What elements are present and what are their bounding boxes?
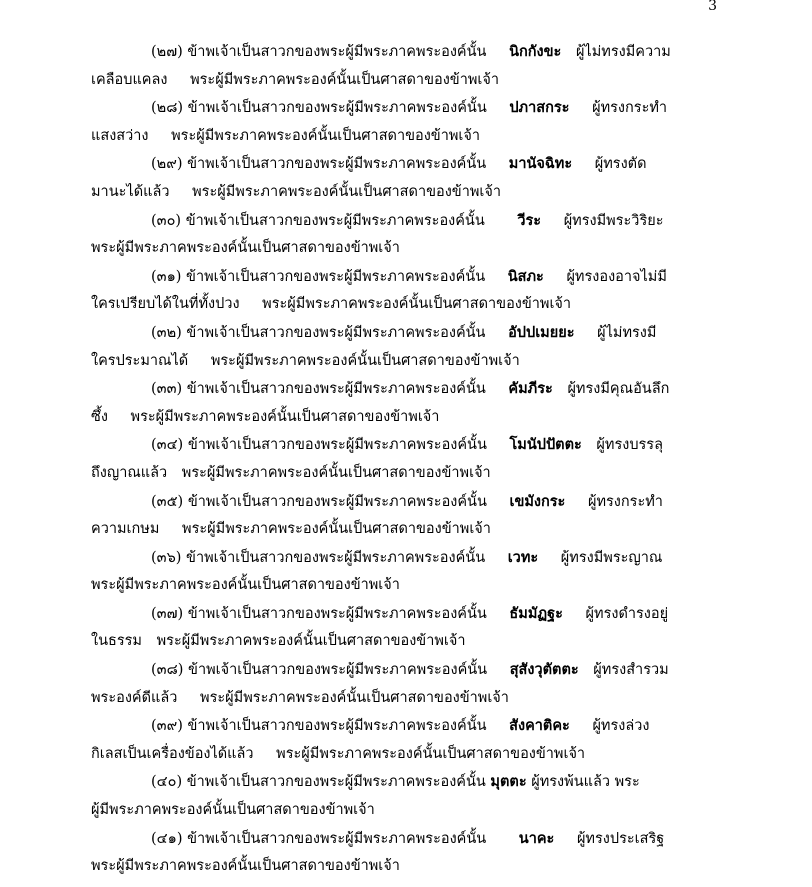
verse-31: [91, 263, 694, 319]
epithet-meaning-cont: มานะได้แล้ว: [91, 183, 170, 200]
verse-intro: ข้าพเจ้าเป็นสาวกของพระผู้มีพระภาคพระองค์นั้น: [186, 268, 486, 285]
verse-second-line: [91, 123, 694, 151]
epithet-meaning: ผู้ทรงกระทำ: [587, 493, 663, 510]
verse-outro: พระผู้มีพระภาคพระองค์นั้นเป็นศาสดาของข้าพเจ้า: [210, 352, 520, 369]
verse-intro: ข้าพเจ้าเป็นสาวกของพระผู้มีพระภาคพระองค์นั้น: [187, 437, 487, 454]
verse-28: [91, 94, 694, 150]
verse-outro: พระผู้มีพระภาคพระองค์นั้นเป็นศาสดาของข้าพเจ้า: [182, 521, 491, 538]
epithet-meaning-cont: ความเกษม: [91, 521, 160, 538]
epithet-meaning: ผู้ไม่ทรงมีความ: [575, 44, 671, 60]
verse-first-line: [91, 712, 694, 741]
verse-intro: ข้าพเจ้าเป็นสาวกของพระผู้มีพระภาคพระองค์นั้น: [187, 718, 487, 735]
verse-outro: พระผู้มีพระภาคพระองค์นั้นเป็นศาสดาของข้าพเจ้า: [156, 633, 466, 650]
buddha-epithet: นิสภะ: [507, 267, 544, 285]
verse-number: (๒๗): [151, 44, 183, 60]
epithet-meaning-cont: พระองค์ดีแล้ว: [91, 689, 178, 706]
epithet-meaning: ผู้ทรงองอาจไม่มี: [566, 268, 667, 285]
verse-30: [91, 207, 694, 263]
verse-intro: ข้าพเจ้าเป็นสาวกของพระผู้มีพระภาคพระองค์นั้น: [185, 212, 485, 229]
verse-intro: ข้าพเจ้าเป็นสาวกของพระผู้มีพระภาคพระองค์นั้น: [187, 493, 487, 510]
verse-first-line: [91, 600, 694, 629]
verse-number: (๓๖): [151, 549, 182, 566]
verse-second-line: [91, 291, 694, 319]
verse-first-line: [91, 94, 694, 123]
verse-first-line: [91, 656, 694, 685]
buddha-epithet: มานัจฉิทะ: [508, 155, 573, 173]
epithet-meaning-cont: แสงสว่าง: [91, 127, 149, 144]
verse-intro: ข้าพเจ้าเป็นสาวกของพระผู้มีพระภาคพระองค์นั้น: [188, 662, 488, 679]
epithet-meaning: ผู้ไม่ทรงมี: [597, 324, 657, 341]
epithet-meaning: ผู้ทรงสำรวม: [593, 662, 669, 679]
verse-second-line: [91, 67, 694, 95]
epithet-meaning: ผู้ทรงตัด: [594, 156, 647, 173]
verse-number: (๓๐): [151, 212, 182, 229]
epithet-meaning-cont: ในธรรม: [91, 633, 142, 650]
buddha-epithet: ธัมมัฏฐะ: [509, 604, 563, 622]
epithet-meaning: ผู้ทรงมีพระญาณ: [560, 549, 663, 566]
verse-number: (๓๑): [151, 268, 182, 285]
verse-number: (๒๘): [151, 100, 184, 117]
verse-number: (๓๔): [151, 437, 184, 454]
epithet-meaning: ผู้ทรงกระทำ: [592, 100, 668, 117]
epithet-meaning: ผู้ทรงดำรงอยู่: [585, 605, 669, 622]
verse-intro: ข้าพเจ้าเป็นสาวกของพระผู้มีพระภาคพระองค์นั้น: [187, 156, 487, 173]
epithet-meaning-cont: เคลือบแคลง: [91, 71, 168, 88]
verse-intro: ข้าพเจ้าเป็นสาวกของพระผู้มีพระภาคพระองค์นั้น: [187, 100, 487, 117]
verse-36: [91, 544, 694, 600]
buddha-epithet: วีระ: [517, 211, 542, 229]
buddha-epithet: สุสังวุตัตตะ: [509, 661, 579, 679]
verse-38: [91, 656, 694, 712]
verse-number: (๓๘): [151, 662, 184, 679]
buddha-epithet: โมนัปปัตตะ: [509, 436, 582, 454]
verse-second-line: [91, 179, 694, 207]
verse-33: [91, 375, 694, 431]
verse-41: [91, 825, 694, 881]
verse-outro: พระผู้มีพระภาคพระองค์นั้นเป็นศาสดาของข้าพเจ้า: [200, 689, 509, 706]
verse-second-line: [91, 404, 694, 432]
verse-outro: พระผู้มีพระภาคพระองค์นั้นเป็นศาสดาของข้าพเจ้า: [262, 296, 572, 313]
epithet-meaning: ผู้ทรงประเสริฐ: [576, 830, 665, 847]
verse-list: [91, 38, 694, 881]
verse-intro: ข้าพเจ้าเป็นสาวกของพระผู้มีพระภาคพระองค์นั้น: [186, 381, 486, 398]
verse-intro: ข้าพเจ้าเป็นสาวกของพระผู้มีพระภาคพระองค์นั้น: [186, 774, 486, 791]
verse-outro: พระผู้มีพระภาคพระองค์นั้นเป็นศาสดาของข้าพเจ้า: [130, 408, 440, 425]
verse-second-line: [91, 741, 694, 769]
verse-27: [91, 38, 694, 94]
buddha-epithet: เวทะ: [507, 548, 539, 566]
verse-first-line: [91, 544, 694, 573]
page-number: 3: [708, 0, 717, 14]
verse-first-line: [91, 825, 694, 854]
epithet-meaning: ผู้ทรงบรรลุ: [596, 437, 663, 454]
buddha-epithet: ปภาสกระ: [509, 99, 570, 117]
verse-outro: พระผู้มีพระภาคพระองค์นั้นเป็นศาสดาของข้าพเจ้า: [171, 127, 481, 144]
verse-39: [91, 712, 694, 768]
buddha-epithet: เขมังกระ: [509, 492, 566, 510]
verse-second-line: [91, 853, 694, 881]
verse-number: (๓๕): [151, 493, 184, 510]
verse-outro: พระผู้มีพระภาคพระองค์นั้นเป็นศาสดาของข้าพเจ้า: [91, 858, 400, 875]
epithet-meaning: ผู้ทรงพ้นแล้ว พระ: [531, 774, 640, 791]
buddha-epithet: สังคาติคะ: [509, 717, 570, 735]
epithet-meaning-cont: ใครประมาณได้: [91, 352, 189, 369]
verse-number: (๔๑): [151, 830, 183, 847]
verse-intro: ข้าพเจ้าเป็นสาวกของพระผู้มีพระภาคพระองค์นั้น: [186, 324, 486, 341]
verse-number: (๓๙): [151, 718, 183, 735]
verse-first-line: [91, 375, 694, 404]
verse-second-line: [91, 516, 694, 544]
verse-first-line: [91, 150, 694, 179]
verse-outro: พระผู้มีพระภาคพระองค์นั้นเป็นศาสดาของข้าพเจ้า: [91, 240, 400, 257]
verse-second-line: [91, 460, 694, 488]
verse-second-line: [91, 348, 694, 376]
verse-number: (๒๙): [151, 156, 183, 173]
verse-37: [91, 600, 694, 656]
verse-first-line: [91, 319, 694, 348]
verse-34: [91, 431, 694, 487]
buddha-epithet: คัมภีระ: [508, 380, 553, 398]
buddha-epithet: มุตตะ: [490, 773, 527, 791]
verse-number: (๓๗): [151, 605, 184, 622]
verse-32: [91, 319, 694, 375]
epithet-meaning-cont: ซึ้ง: [91, 408, 108, 425]
verse-outro: พระผู้มีพระภาคพระองค์นั้นเป็นศาสดาของข้าพเจ้า: [91, 577, 400, 594]
verse-29: [91, 150, 694, 206]
epithet-meaning-cont: ใครเปรียบได้ในที่ทั้งปวง: [91, 296, 240, 313]
verse-second-line: [91, 235, 694, 263]
verse-first-line: [91, 768, 694, 797]
verse-intro: ข้าพเจ้าเป็นสาวกของพระผู้มีพระภาคพระองค์นั้น: [186, 549, 486, 566]
verse-first-line: [91, 431, 694, 460]
verse-35: [91, 488, 694, 544]
verse-first-line: [91, 207, 694, 236]
verse-number: (๓๓): [151, 381, 183, 398]
buddha-epithet: นาคะ: [518, 829, 555, 847]
verse-first-line: [91, 38, 694, 67]
epithet-meaning-cont: กิเลสเป็นเครื่องข้องได้แล้ว: [91, 745, 254, 762]
verse-first-line: [91, 263, 694, 292]
verse-number: (๔๐): [151, 774, 183, 791]
verse-second-line: [91, 628, 694, 656]
verse-number: (๓๒): [151, 324, 182, 341]
epithet-meaning-cont: ถึงญาณแล้ว: [91, 464, 168, 481]
verse-outro: พระผู้มีพระภาคพระองค์นั้นเป็นศาสดาของข้าพเจ้า: [190, 71, 499, 88]
verse-40: [91, 768, 694, 824]
verse-outro: พระผู้มีพระภาคพระองค์นั้นเป็นศาสดาของข้าพเจ้า: [181, 464, 491, 481]
verse-intro: ข้าพเจ้าเป็นสาวกของพระผู้มีพระภาคพระองค์นั้น: [187, 605, 487, 622]
verse-outro: พระผู้มีพระภาคพระองค์นั้นเป็นศาสดาของข้าพเจ้า: [192, 183, 501, 200]
verse-outro: พระผู้มีพระภาคพระองค์นั้นเป็นศาสดาของข้าพเจ้า: [276, 745, 586, 762]
verse-second-line: [91, 572, 694, 600]
verse-intro: ข้าพเจ้าเป็นสาวกของพระผู้มีพระภาคพระองค์นั้น: [187, 44, 487, 60]
verse-intro: ข้าพเจ้าเป็นสาวกของพระผู้มีพระภาคพระองค์นั้น: [187, 830, 487, 847]
epithet-meaning: ผู้ทรงมีคุณอันลึก: [567, 381, 670, 398]
epithet-meaning: ผู้ทรงมีพระวิริยะ: [563, 212, 664, 229]
verse-second-line: [91, 797, 694, 825]
verse-outro: ผู้มีพระภาคพระองค์นั้นเป็นศาสดาของข้าพเจ้า: [91, 802, 375, 819]
buddha-epithet: นิกกังขะ: [509, 43, 562, 60]
buddha-epithet: อัปปเมยยะ: [508, 323, 575, 341]
epithet-meaning: ผู้ทรงล่วง: [592, 718, 650, 735]
verse-second-line: [91, 685, 694, 713]
verse-first-line: [91, 488, 694, 517]
